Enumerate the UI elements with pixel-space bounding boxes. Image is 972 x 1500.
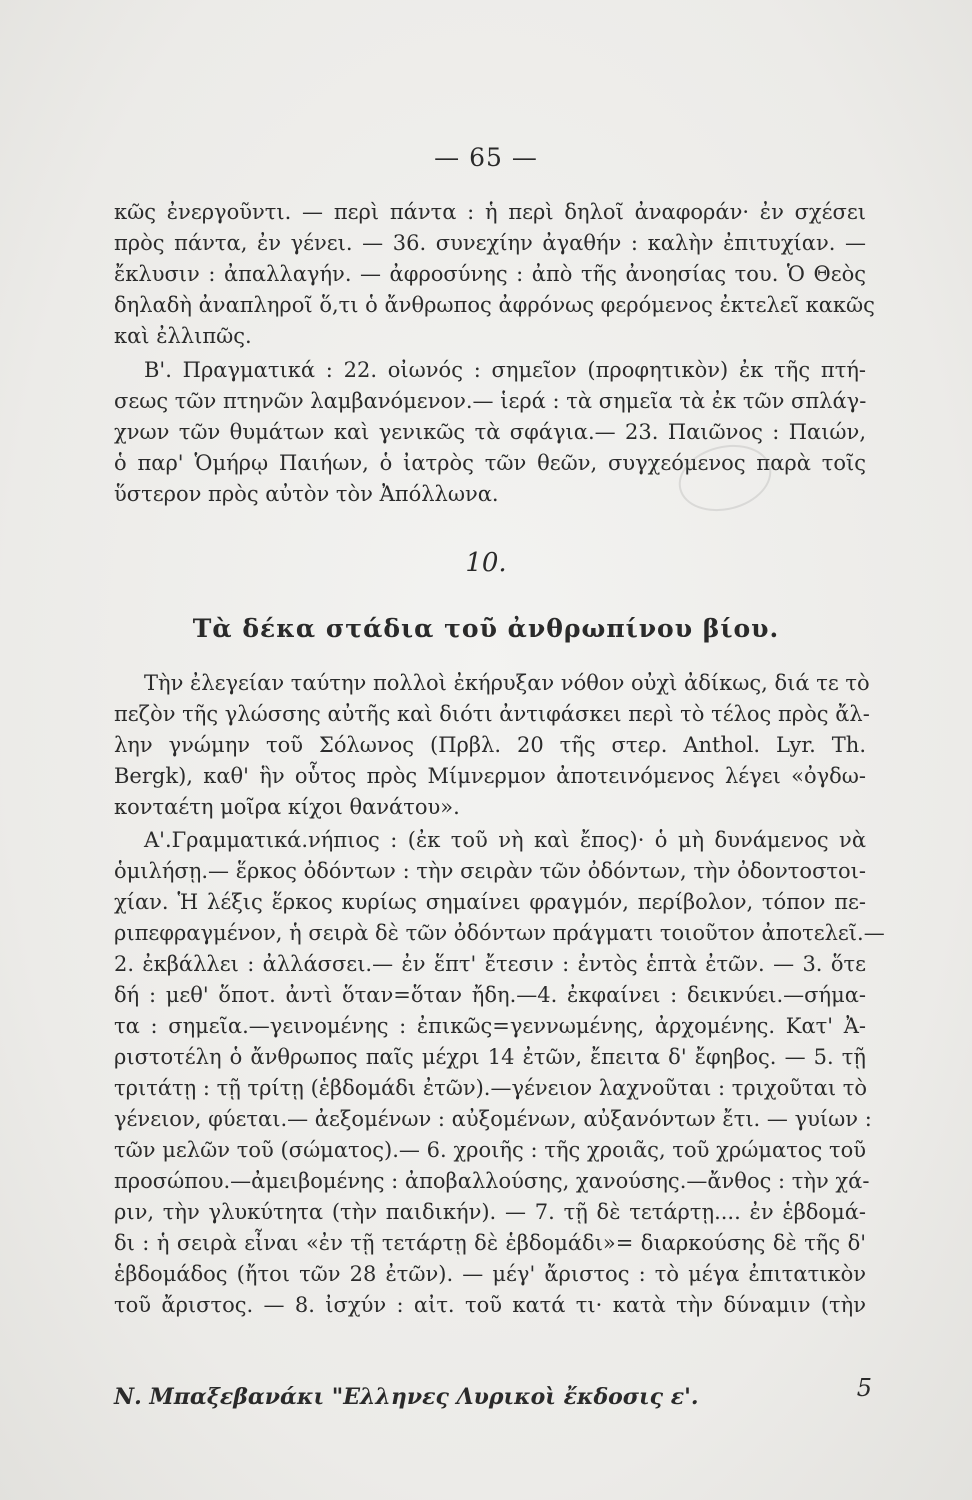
text-line: ριστοτέλη ὁ ἄνθρωπος παῖς μέχρι 14 ἐτῶν, ἔπειτα δ' ἔφηβος. — 5. τῇ bbox=[114, 1045, 866, 1069]
page-number: — 65 — bbox=[434, 143, 538, 172]
text-line: Τὴν ἐλεγείαν ταύτην πολλοὶ ἐκήρυξαν νόθον οὐχὶ ἀδίκως, διά τε τὸ bbox=[144, 671, 870, 695]
text-line: ὁ παρ' Ὁμήρῳ Παιήων, ὁ ἰατρὸς τῶν θεῶν, συγχεόμενος παρὰ τοῖς bbox=[114, 451, 866, 475]
text-line: προσώπου.—ἀμειβομένης : ἀποβαλλούσης, χανούσης.—ἄνθος : τὴν χά- bbox=[114, 1169, 870, 1193]
text-line: τα : σημεῖα.—γεινομένης : ἐπικῶς=γεννωμένης, ἀρχομένης. Κατ' Ἀ- bbox=[114, 1014, 866, 1038]
section-number: 10. bbox=[465, 548, 507, 578]
text-line: ριπεφραγμένον, ἡ σειρὰ δὲ τῶν ὀδόντων πράγματι τοιοῦτον ἀποτελεῖ.— bbox=[114, 921, 885, 945]
text-line: δηλαδὴ ἀναπληροῖ ὅ,τι ὁ ἄνθρωπος ἀφρόνως φερόμενος ἐκτελεῖ κακῶς bbox=[114, 293, 875, 317]
text-line: γένειον, φύεται.— ἀεξομένων : αὐξομένων, αὐξανόντων ἔτι. — γυίων : bbox=[114, 1107, 872, 1131]
text-line: λην γνώμην τοῦ Σόλωνος (Πρβλ. 20 τῆς στερ. Anthol. Lyr. Th. bbox=[114, 733, 866, 757]
text-line: τοῦ ἄριστος. — 8. ἰσχύν : αἰτ. τοῦ κατά τι· κατὰ τὴν δύναμιν (τὴν bbox=[114, 1293, 866, 1317]
signature-number: 5 bbox=[856, 1374, 872, 1402]
text-line: δι : ἡ σειρὰ εἶναι «ἐν τῇ τετάρτῃ δὲ ἑβδομάδι»= διαρκούσης δὲ τῆς δ' bbox=[114, 1231, 866, 1255]
text-line: Β'. Πραγματικά : 22. οἰωνός : σημεῖον (προφητικὸν) ἐκ τῆς πτή- bbox=[144, 358, 866, 382]
text-line: πρὸς πάντα, ἐν γένει. — 36. συνεχίην ἀγαθήν : καλὴν ἐπιτυχίαν. — bbox=[114, 231, 866, 255]
text-line: χνων τῶν θυμάτων καὶ γενικῶς τὰ σφάγια.— 23. Παιῶνος : Παιών, bbox=[114, 420, 866, 444]
text-line: καὶ ἐλλιπῶς. bbox=[114, 324, 252, 348]
text-line: ἑβδομάδος (ἤτοι τῶν 28 ἐτῶν). — μέγ' ἄριστος : τὸ μέγα ἐπιτατικὸν bbox=[114, 1262, 866, 1286]
text-line: ὁμιλήσῃ.— ἕρκος ὀδόντων : τὴν σειρὰν τῶν ὀδόντων, τὴν ὀδοντοστοι- bbox=[114, 859, 866, 883]
text-line: κῶς ἐνεργοῦντι. — περὶ πάντα : ἡ περὶ δηλοῖ ἀναφοράν· ἐν σχέσει bbox=[114, 200, 866, 224]
text-line: κονταέτη μοῖρα κίχοι θανάτου». bbox=[114, 795, 460, 819]
text-line: ἔκλυσιν : ἀπαλλαγήν. — ἀφροσύνης : ἀπὸ τῆς ἀνοησίας του. Ὁ Θεὸς bbox=[114, 262, 866, 286]
text-line: χίαν. Ἡ λέξις ἕρκος κυρίως σημαίνει φραγμόν, περίβολον, τόπον πε- bbox=[114, 890, 866, 914]
text-line: σεως τῶν πτηνῶν λαμβανόμενον.— ἱερά : τὰ σημεῖα τὰ ἐκ τῶν σπλάγ- bbox=[114, 389, 867, 413]
text-line: πεζὸν τῆς γλώσσης αὐτῆς καὶ διότι ἀντιφάσκει περὶ τὸ τέλος πρὸς ἄλ- bbox=[114, 702, 870, 726]
text-line: δή : μεθ' ὅποτ. ἀντὶ ὅταν=ὅταν ἤδη.—4. ἐκφαίνει : δεικνύει.—σήμα- bbox=[114, 983, 866, 1007]
text-line: 2. ἐκβάλλει : ἀλλάσσει.— ἐν ἕπτ' ἔτεσιν : ἐντὸς ἑπτὰ ἐτῶν. — 3. ὅτε bbox=[114, 952, 866, 976]
text-line: Bergk), καθ' ἣν οὗτος πρὸς Μίμνερμον ἀποτεινόμενος λέγει «ὀγδω- bbox=[114, 764, 866, 788]
text-line: ριν, τὴν γλυκύτητα (τὴν παιδικήν). — 7. τῇ δὲ τετάρτῃ.... ἐν ἑβδομά- bbox=[114, 1200, 866, 1224]
text-line: τριτάτῃ : τῇ τρίτῃ (ἑβδομάδι ἐτῶν).—γένειον λαχνοῦται : τριχοῦται τὸ bbox=[114, 1076, 868, 1100]
text-line: τῶν μελῶν τοῦ (σώματος).— 6. χροιῆς : τῆς χροιᾶς, τοῦ χρώματος τοῦ bbox=[114, 1138, 866, 1162]
section-title: Τὰ δέκα στάδια τοῦ ἀνθρωπίνου βίου. bbox=[192, 614, 780, 643]
text-line: Α'.Γραμματικά.νήπιος : (ἐκ τοῦ νὴ καὶ ἔπος)· ὁ μὴ δυνάμενος νὰ bbox=[144, 828, 866, 852]
footer-imprint: Ν. Μπαξεβανάκι "Ελληνες Λυρικοὶ ἔκδοσις ε'. bbox=[114, 1384, 699, 1410]
text-line: ὕστερον πρὸς αὐτὸν τὸν Ἀπόλλωνα. bbox=[114, 482, 499, 506]
